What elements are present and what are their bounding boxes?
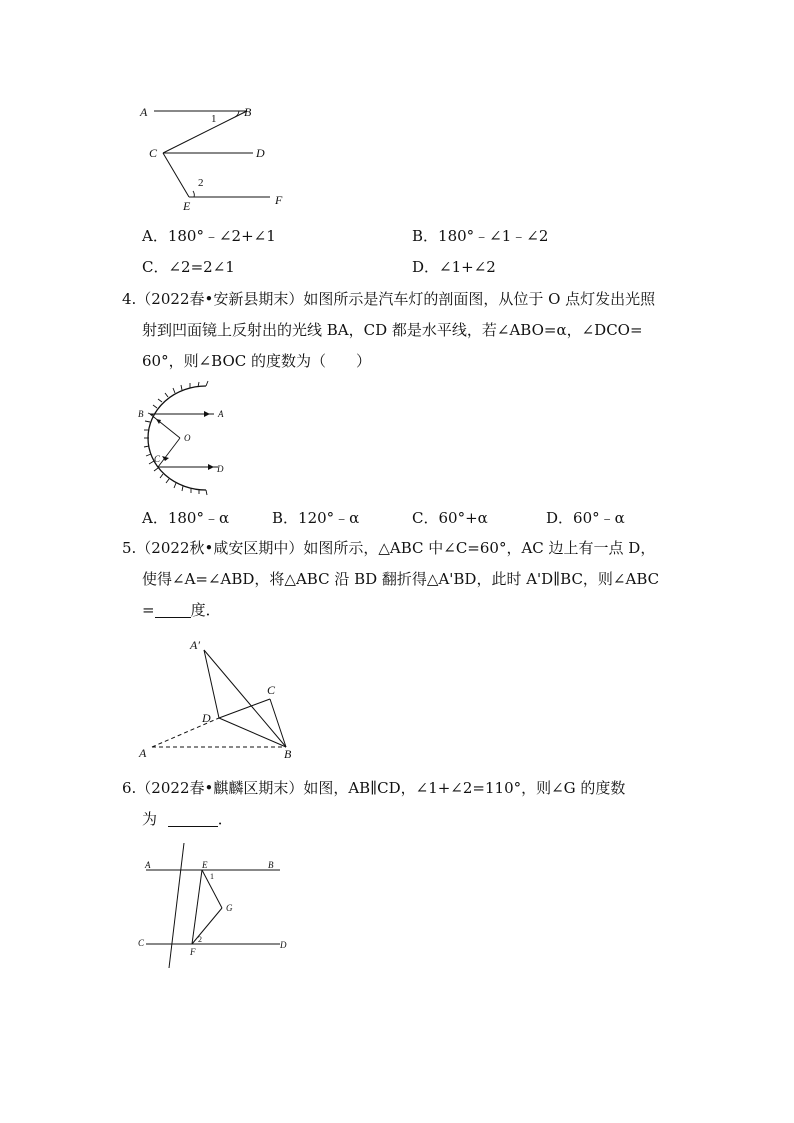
label-angle-2: 2	[198, 935, 202, 944]
q5-line-3	[142, 602, 221, 618]
label-a: A	[139, 746, 147, 760]
option-text: 60°+α	[438, 509, 488, 527]
arrowhead-ob	[156, 419, 161, 424]
label-c: C	[154, 454, 161, 464]
q6-line-1: 6.（2022春•麒麟区期末）如图，AB∥CD，∠1+∠2=110°，则∠G 的度数	[122, 779, 626, 797]
option-text: 60°﹣α	[573, 509, 625, 527]
label-d: D	[280, 940, 287, 950]
label-e: E	[202, 860, 208, 870]
label-a: A	[140, 105, 148, 119]
segment-a-prime-d	[204, 650, 219, 718]
option-letter: C．	[142, 258, 169, 276]
label-angle-2: 2	[198, 177, 204, 189]
option-letter: A．	[142, 227, 168, 245]
label-c: C	[138, 938, 145, 948]
option-text: 180°﹣∠1﹣∠2	[438, 227, 549, 245]
line-bc	[163, 111, 247, 153]
option-text: ∠1+∠2	[439, 258, 496, 276]
mirror-arc	[148, 386, 206, 490]
label-angle-1: 1	[210, 872, 214, 881]
angle-2-arc	[193, 191, 194, 197]
q4-figure	[134, 378, 234, 498]
q5-figure	[136, 632, 306, 762]
q6-answer-blank[interactable]	[168, 812, 218, 827]
label-e: E	[183, 199, 191, 213]
option-text: ∠2=2∠1	[168, 258, 235, 276]
line-ce	[163, 153, 189, 197]
segment-d-c	[219, 699, 270, 718]
label-g: G	[226, 903, 233, 913]
q6-figure	[134, 838, 304, 973]
q4-line-2: 射到凹面镜上反射出的光线 BA，CD 都是水平线，若∠ABO=α，∠DCO=	[142, 321, 643, 339]
label-b: B	[244, 105, 252, 119]
label-d: D	[256, 146, 265, 160]
option-text: 180°﹣∠2+∠1	[167, 227, 276, 245]
option-text: 120°﹣α	[298, 509, 360, 527]
label-a-prime: A′	[190, 638, 200, 652]
segment-a-prime-b	[204, 650, 286, 747]
option-letter: D．	[546, 509, 574, 527]
q6-suffix: ．	[217, 810, 233, 828]
q3-option-d	[412, 259, 496, 275]
option-letter: A．	[142, 509, 168, 527]
q4-option-b	[272, 510, 359, 526]
q4-option-d	[546, 510, 625, 526]
q5-line-1: 5.（2022秋•咸安区期中）如图所示，△ABC 中∠C=60°，AC 边上有一点 D，	[122, 539, 656, 557]
q5-equals: =	[142, 601, 155, 619]
arrowhead-a	[204, 411, 210, 417]
q4-line-3: 60°，则∠BOC 的度数为（ ）	[142, 352, 372, 370]
option-letter: B．	[412, 227, 439, 245]
q6-prefix: 为	[142, 810, 158, 828]
q4-line-1: 4.（2022春•安新县期末）如图所示是汽车灯的剖面图，从位于 O 点灯发出光照	[122, 290, 656, 308]
q3-figure	[135, 100, 295, 215]
transversal	[169, 843, 184, 968]
label-b: B	[284, 747, 292, 761]
label-f: F	[275, 193, 283, 207]
label-d: D	[202, 711, 211, 725]
q4-option-c	[412, 510, 488, 526]
label-a: A	[218, 409, 224, 419]
option-letter: C．	[412, 509, 439, 527]
label-b: B	[138, 409, 144, 419]
option-letter: B．	[272, 509, 299, 527]
q3-option-c	[142, 259, 235, 275]
label-f: F	[190, 947, 196, 957]
option-letter: D．	[412, 258, 440, 276]
arrowhead-d	[208, 464, 214, 470]
mirror-hatching	[144, 381, 208, 495]
label-c: C	[149, 146, 158, 160]
q6-line-2	[142, 811, 233, 827]
label-o: O	[184, 433, 191, 443]
q3-option-a	[142, 228, 276, 244]
segment-c-b	[270, 699, 286, 747]
q5-answer-blank[interactable]	[155, 603, 191, 618]
segment-e-f	[192, 870, 202, 944]
segment-d-b	[219, 718, 286, 747]
q5-line-2: 使得∠A=∠ABD，将△ABC 沿 BD 翻折得△A'BD，此时 A'D∥BC，则∠ABC	[142, 570, 660, 588]
ray-ob	[150, 414, 180, 438]
label-b: B	[268, 860, 274, 870]
q4-option-a	[142, 510, 229, 526]
label-c: C	[267, 683, 276, 697]
label-d: D	[217, 464, 224, 474]
label-angle-1: 1	[211, 113, 217, 125]
q5-suffix: 度．	[190, 601, 221, 619]
q3-option-b	[412, 228, 548, 244]
label-a: A	[145, 860, 151, 870]
ray-oc	[158, 438, 180, 467]
option-text: 180°﹣α	[167, 509, 230, 527]
